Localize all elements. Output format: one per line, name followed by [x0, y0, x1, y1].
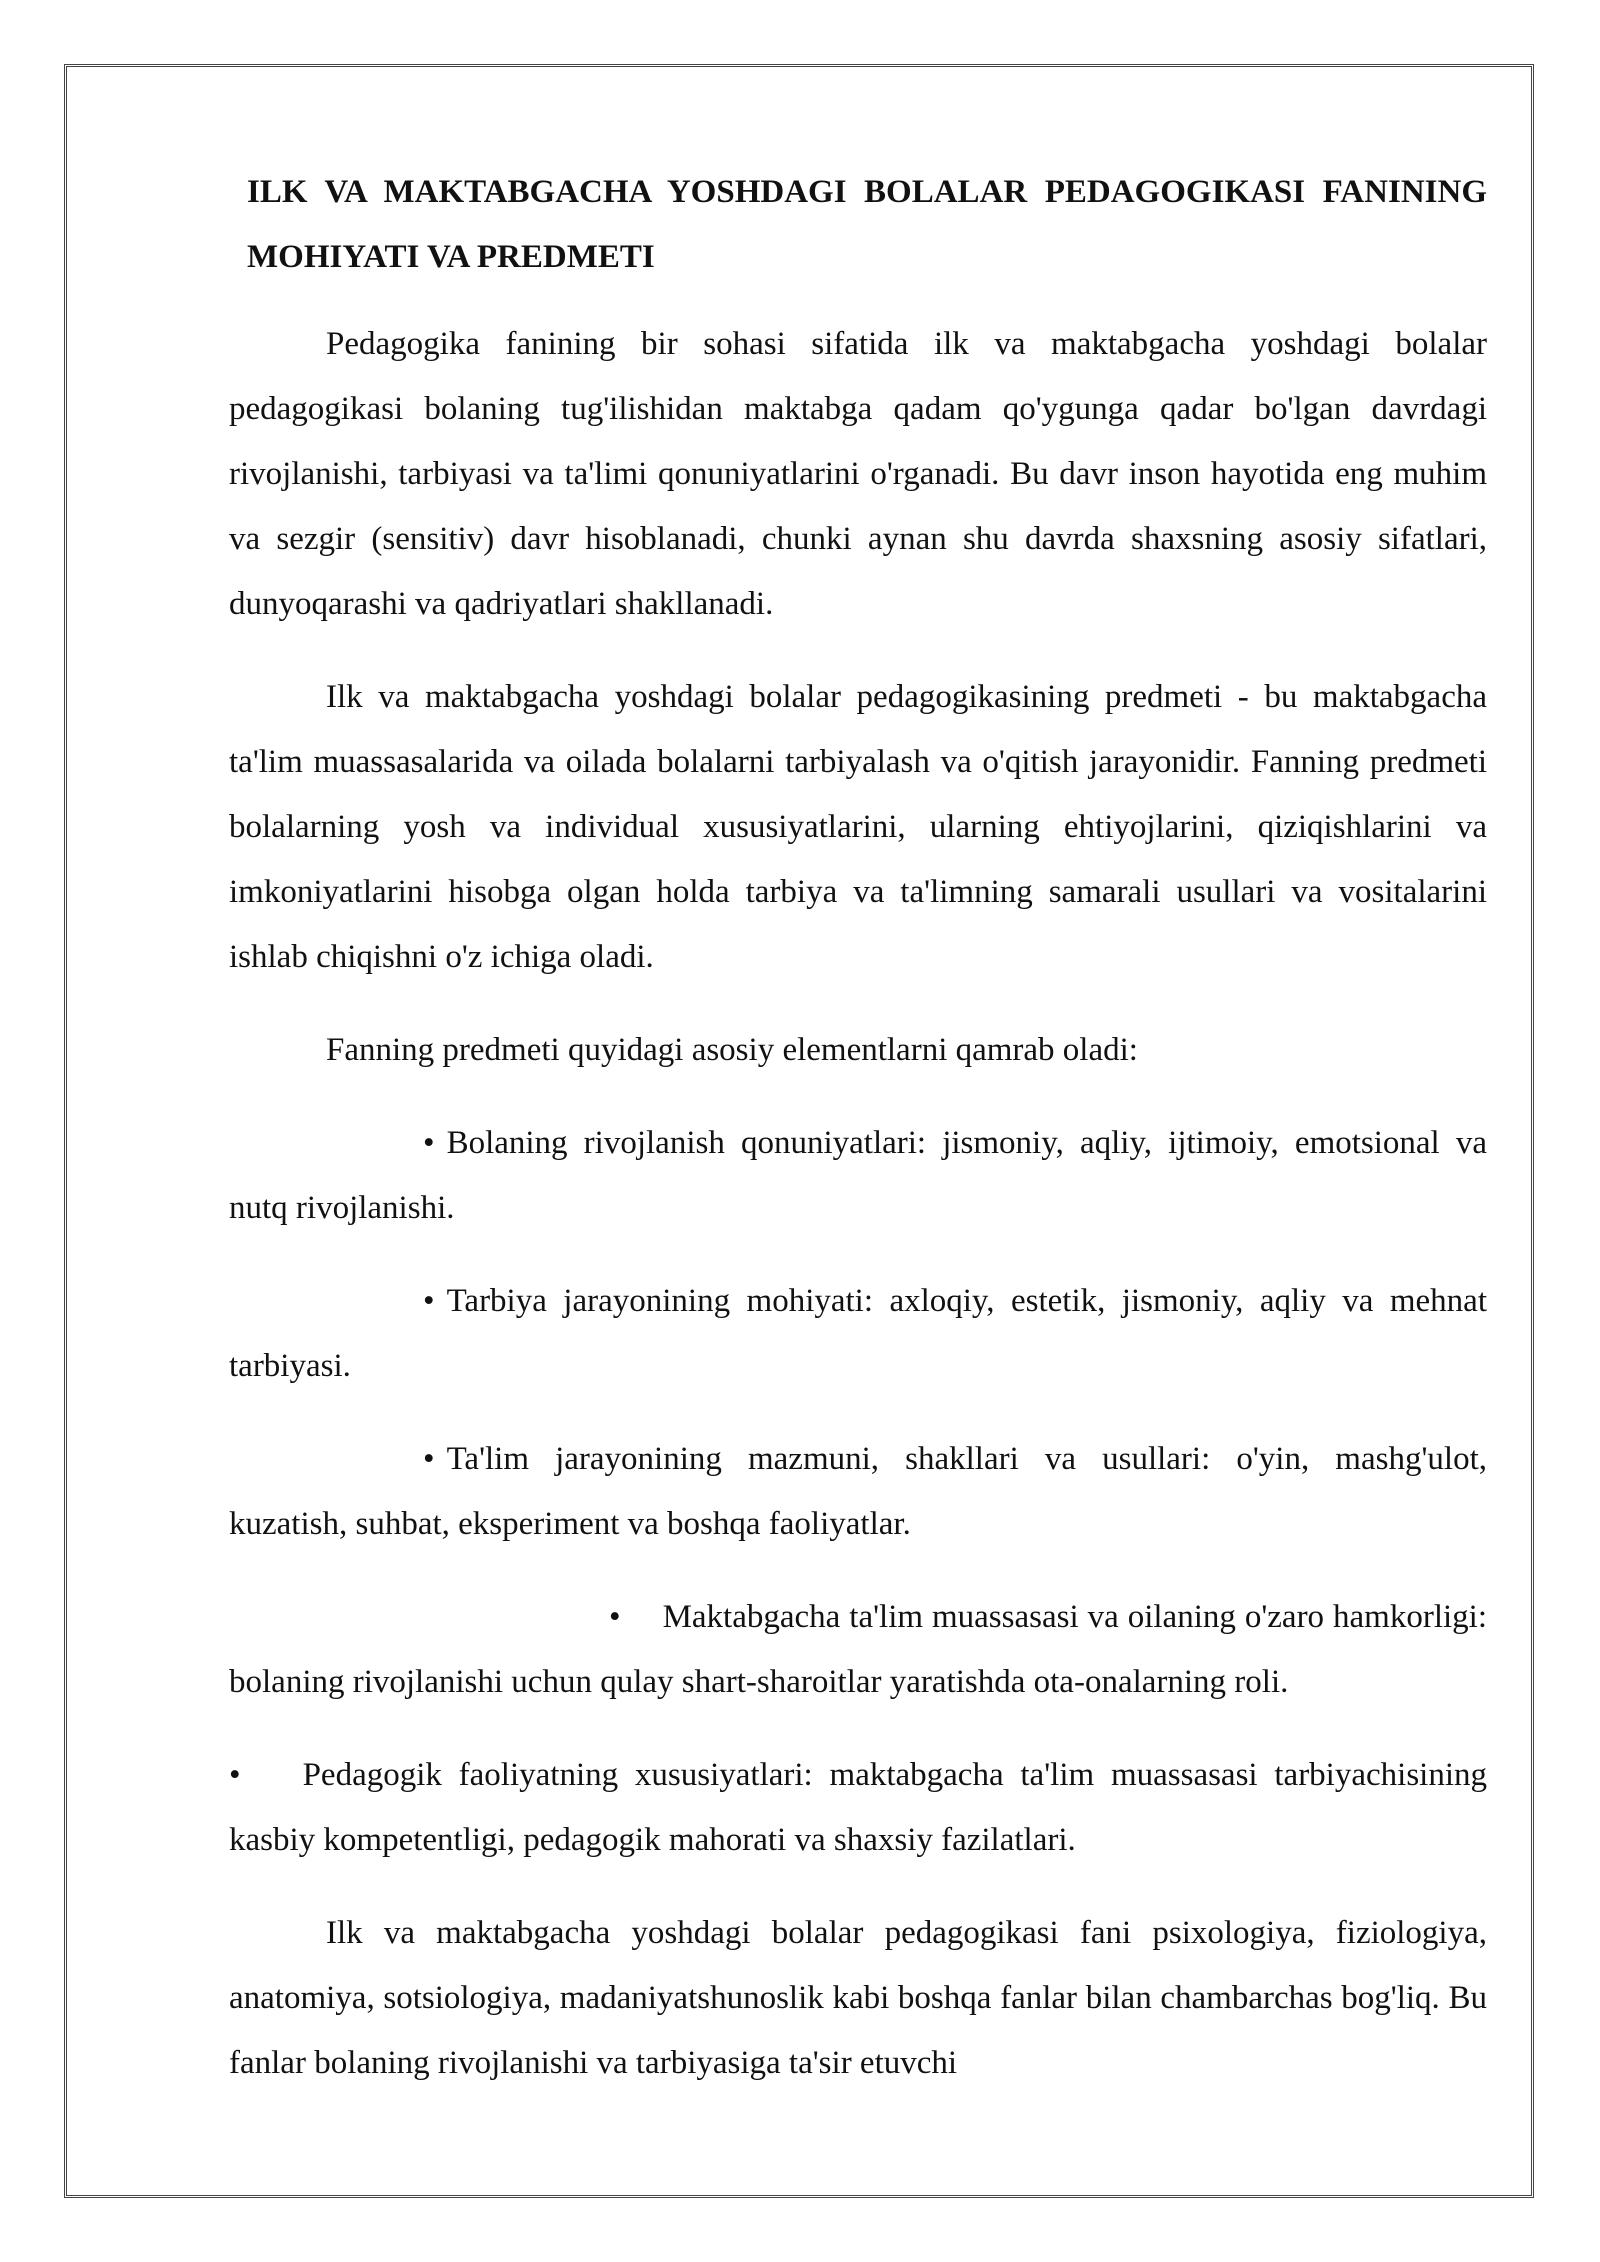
- document-body: [229, 160, 1487, 2124]
- bullet-icon: •: [423, 1283, 435, 1319]
- bullet-icon: •: [423, 1441, 435, 1477]
- bullet-icon: •: [609, 1599, 621, 1635]
- bullet-icon: •: [423, 1125, 435, 1161]
- list-item-text: Maktabgacha ta'lim muassasasi va oilaning o'zaro hamkorligi: bolaning rivojlanishi uchun qulay shart-sharoitlar yaratishda ota-onalarning roli.: [229, 1599, 1487, 1700]
- document-title: ILK VA MAKTABGACHA YOSHDAGI BOLALAR PEDAGOGIKASI FANINING MOHIYATI VA PREDMETI: [247, 174, 1487, 275]
- list-item: [229, 1269, 1487, 1399]
- paragraph-intro: Pedagogika fanining bir sohasi sifatida ilk va maktabgacha yoshdagi bolalar pedagogikasi bolaning tug'ilishidan maktabga qadam qo'ygunga qadar bo'lgan davrdagi rivojlanishi, tarbiyasi va ta'limi qonuniyatlarini o'rganadi. Bu davr inson hayotida eng muhim va sezgir (sensitiv) davr hisoblanadi, chunki aynan shu davrda shaxsning asosiy sifatlari, dunyoqarashi va qadriyatlari shakllanadi.: [229, 326, 1487, 622]
- paragraph-elements-lead: Fanning predmeti quyidagi asosiy elementlarni qamrab oladi:: [326, 1032, 1138, 1068]
- list-item: [229, 1427, 1487, 1557]
- paragraph-subject: Ilk va maktabgacha yoshdagi bolalar pedagogikasining predmeti - bu maktabgacha ta'lim muassasalarida va oilada bolalarni tarbiyalash va o'qitish jarayonidir. Fanning predmeti bolalarning yosh va individual xususiyatlarini, ularning ehtiyojlarini, qiziqishlarini va imkoniyatlarini hisobga olgan holda tarbiya va ta'limning samarali usullari va vositalarini ishlab chiqishni o'z ichiga oladi.: [229, 679, 1487, 975]
- bullet-icon: •: [229, 1757, 241, 1793]
- list-item: [229, 1743, 1487, 1873]
- list-item: [229, 1111, 1487, 1241]
- paragraph-related-sciences: Ilk va maktabgacha yoshdagi bolalar pedagogikasi fani psixologiya, fiziologiya, anatomiya, sotsiologiya, madaniyatshunoslik kabi boshqa fanlar bilan chambarchas bog'liq. Bu fanlar bolaning rivojlanishi va tarbiyasiga ta'sir etuvchi: [229, 1915, 1487, 2081]
- list-item-text: Pedagogik faoliyatning xususiyatlari: maktabgacha ta'lim muassasasi tarbiyachisining kasbiy kompetentligi, pedagogik mahorati va shaxsiy fazilatlari.: [229, 1757, 1487, 1858]
- list-item-text: Bolaning rivojlanish qonuniyatlari: jismoniy, aqliy, ijtimoiy, emotsional va nutq rivojlanishi.: [229, 1125, 1487, 1226]
- list-item: [229, 1585, 1487, 1715]
- list-item-text: Tarbiya jarayonining mohiyati: axloqiy, estetik, jismoniy, aqliy va mehnat tarbiyasi.: [229, 1283, 1487, 1384]
- list-item-text: Ta'lim jarayonining mazmuni, shakllari va usullari: o'yin, mashg'ulot, kuzatish, suhbat, eksperiment va boshqa faoliyatlar.: [229, 1441, 1487, 1542]
